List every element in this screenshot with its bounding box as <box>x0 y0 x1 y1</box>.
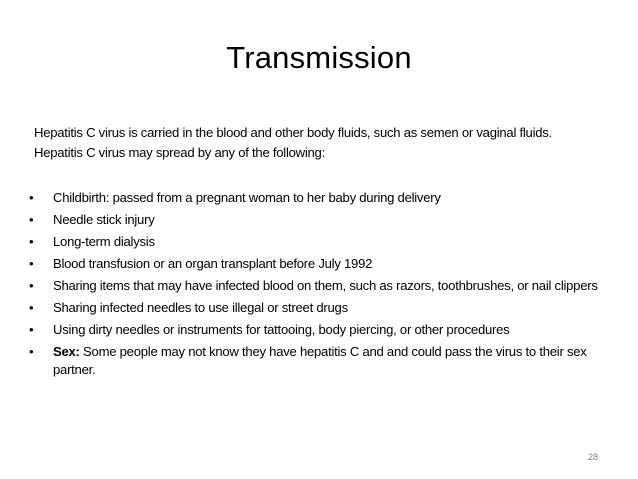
bullet-marker: • <box>29 256 34 271</box>
bullet-marker: • <box>29 234 34 249</box>
bullet-marker: • <box>29 322 34 337</box>
page-number: 28 <box>588 452 599 462</box>
list-item-text: Blood transfusion or an organ transplant before July 1992 <box>53 256 373 271</box>
list-item <box>0 255 620 273</box>
bullet-marker: • <box>29 344 34 359</box>
bullet-marker: • <box>29 212 34 227</box>
intro-line: Hepatitis C virus is carried in the blood and other body fluids, such as semen or vaginal fluids. <box>34 125 552 140</box>
list-item-text: Childbirth: passed from a pregnant woman to her baby during delivery <box>53 190 441 205</box>
list-item <box>0 277 620 295</box>
list-item-text: Needle stick injury <box>53 212 155 227</box>
list-item <box>0 321 620 339</box>
list-item-bold-label: Sex: <box>53 344 80 359</box>
list-item-text: Long-term dialysis <box>53 234 155 249</box>
list-item <box>0 299 620 317</box>
list-item-text: Sharing infected needles to use illegal or street drugs <box>53 300 348 315</box>
list-item <box>0 189 620 207</box>
slide-title: Transmission <box>226 40 412 75</box>
bullet-marker: • <box>29 300 34 315</box>
list-item-text: Sharing items that may have infected blood on them, such as razors, toothbrushes, or nail clippers <box>53 278 598 293</box>
list-item <box>0 233 620 251</box>
list-item <box>0 343 620 379</box>
list-item <box>0 211 620 229</box>
intro-line: Hepatitis C virus may spread by any of the following: <box>34 145 325 160</box>
intro-paragraph <box>34 123 624 163</box>
bullet-marker: • <box>29 190 34 205</box>
list-item-text: Using dirty needles or instruments for tattooing, body piercing, or other procedures <box>53 322 510 337</box>
list-item-text: Some people may not know they have hepatitis C and and could pass the virus to their sex partner. <box>53 344 587 377</box>
bullet-marker: • <box>29 278 34 293</box>
transmission-list <box>0 189 620 383</box>
